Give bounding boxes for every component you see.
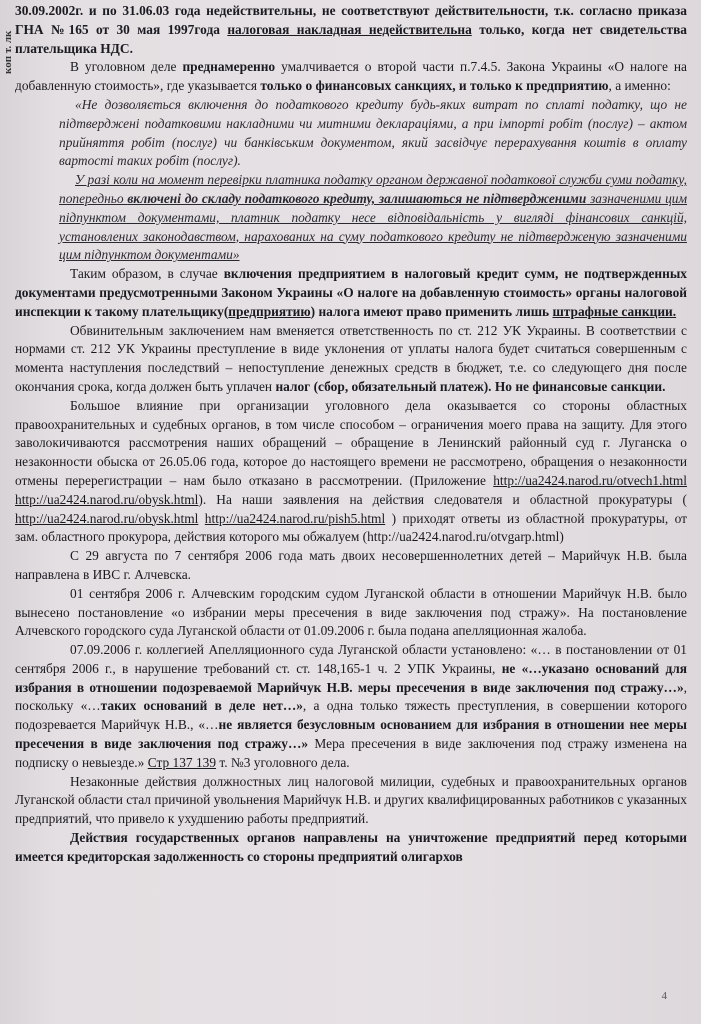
paragraph-1: 30.09.2002г. и по 31.06.03 года недействительны, не соответствуют действительности, т.к. согласно приказа ГНА №165 от 30 мая 1997года налоговая накладная недействительна только, когда нет свидетельства плательщика НДС. [15,3,687,56]
paragraph-3: Таким образом, в случае включения предприятием в налоговый кредит сумм, не подтвержденных документами предусмотренными Законом Украины «О налоге на добавленную стоимость» органы налоговой инспекции к такому плательщику(предприятию) налога имеют право применить лишь штрафные санкции. [15,266,687,319]
page-number: 4 [661,990,667,1002]
paragraph-4: Обвинительным заключением нам вменяется ответственность по ст. 212 УК Украины. В соответствии с нормами ст. 212 УК Украины преступление в виде уклонения от уплаты налога будет считаться совершенным с момента наступления последствий – непоступление денежных средств в бюджет, т.е. со следующего дня после окончания срока, когда должен быть уплачен налог (сбор, обязательный платеж). Но не финансовые санкции. [15,322,687,394]
link-pish5[interactable]: http://ua2424.narod.ru/pish5.html [204,510,386,526]
document-body [15,2,687,867]
paragraph-8: 07.09.2006 г. коллегией Апелляционного суда Луганской области установлено: «… в постановлении от 01 сентября 2006 г., в нарушение требований ст. ст. 148,165-1 ч. 2 УПК Украины, не «…указано оснований для избрания в отношении подозреваемой Марийчук Н.В. меры пресечения в виде заключения под стражу…», поскольку «…таких оснований в деле нет…», а одна только тяжесть преступления, в совершении которого подозревается Марийчук Н.В., «…не является безусловным основанием для избрания в отношении нее меры пресечения в виде заключения под стражу…» Мера пресечения в виде заключения под стражу изменена на подписку о невыезде.» Стр 137 139 т. №3 уголовного дела. [15,642,688,770]
paragraph-5: Большое влияние при организации уголовного дела оказывается со стороны областных правоохранительных и судебных органов, в том числе способом – ограничения моего права на защиту. Для этого заволокичиваются рассмотрения наших обращений – обращение в Ленинский районный суд г. Луганска о незаконности обыска от 26.05.06 года, которое до настоящего времени не рассмотрено, обращения о незаконности отмены перерегистрации – нам было отказано в рассмотрении. (Приложение http://ua2424.narod.ru/otvech1.html http://ua2424.narod.ru/obysk.html). На наши заявления на действия следователя и областной прокуратуры ( http://ua2424.narod.ru/obysk.html http://ua2424.narod.ru/pish5.html ) приходят ответы из областной прокуратуры, от зам. областного прокурора, действия которого мы обжалуем (http://ua2424.narod.ru/otvgarp.html) [15,397,687,545]
paragraph-7: 01 сентября 2006 г. Алчевским городским судом Луганской области в отношении Марийчук Н.В. было вынесено постановление «о избрании меры пресечения в виде заключения под стражу». На постановление Алчевского городского суда Луганской области от 01.09.2006 г. была подана апелляционная жалоба. [15,585,687,639]
paragraph-6: С 29 августа по 7 сентября 2006 года мать двоих несовершеннолетних детей – Марийчук Н.В. была направлена в ИВС г. Алчевска. [15,548,687,582]
paragraph-9: Незаконные действия должностных лиц налоговой милиции, судебных и правоохранительных органов Луганской области стал причиной увольнения Марийчук Н.В. и других квалифицированных работников с указанных предприятий, что привело к ухудшению работы предприятий. [15,773,687,827]
paragraph-10: Действия государственных органов направлены на уничтожение предприятий перед которыми имеется кредиторская задолженность со стороны предприятий олигархов [15,830,687,864]
link-str-137-139[interactable]: Стр 137 139 [147,754,217,770]
quote-1: «Не дозволяється включення до податкового кредиту будь-яких витрат по сплаті податку, що не підтверджені податковими накладними чи митними деклараціями, а при імпорті робіт (послуг) – актом прийняття робіт (послуг) чи банківським документом, який засвідчує перерахування коштів в оплату вартості таких робіт (послуг). [59,96,687,169]
quote-2: У разі коли на момент перевірки платника податку органом державної податкової служби суми податку, попередньо включені до складу податкового кредиту, залишаються не підтвердженими зазначеними цим підпунктом документами, платник податку несе відповідальність у вигляді фінансових санкцій, установлених законодавством, нарахованих на суму податкового кредиту не підтвердженую зазначеними цим підпунктом документами» [59,172,688,263]
link-obysk-2[interactable]: http://ua2424.narod.ru/obysk.html [15,510,199,526]
link-obysk[interactable]: http://ua2424.narod.ru/obysk.html [15,491,199,507]
margin-note: коп т. лк [2,30,14,74]
link-otvech1[interactable]: http://ua2424.narod.ru/otvech1.html [493,472,687,488]
paragraph-2: В уголовном деле преднамеренно умалчивается о второй части п.7.4.5. Закона Украины «О налоге на добавленную стоимость», где указывается только о финансовых санкциях, и только к предприятию, а именно: [15,59,687,94]
